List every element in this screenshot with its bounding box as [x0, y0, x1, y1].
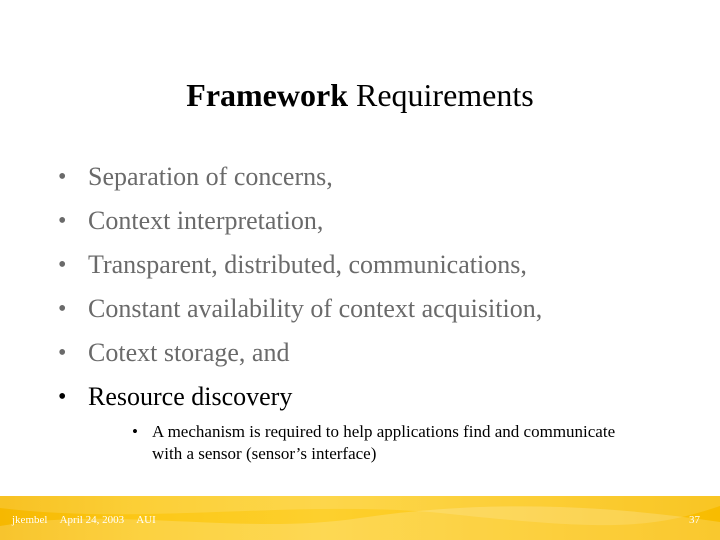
bullet-dot-icon: •	[58, 208, 67, 234]
bullet-text: Resource discovery	[88, 382, 293, 411]
footer-author: jkembel	[12, 514, 48, 526]
sub-bullet-text: A mechanism is required to help applications find and communicate with a sensor (sensor’s interface)	[152, 422, 616, 463]
bullet-dot-icon: •	[58, 296, 67, 322]
sub-bullet-dot-icon: •	[132, 422, 138, 441]
sub-bullet	[132, 421, 622, 465]
slide-title	[0, 72, 720, 118]
bullet-item	[58, 287, 698, 331]
footer-org: AUI	[136, 514, 156, 526]
bullet-dot-icon: •	[58, 252, 67, 278]
bullet-item	[58, 331, 698, 375]
footer-bar	[0, 496, 720, 540]
bullet-dot-icon: •	[58, 384, 67, 410]
bullet-text: Separation of concerns,	[88, 162, 333, 191]
bullet-item-active	[58, 375, 698, 419]
bullet-text: Context interpretation,	[88, 206, 324, 235]
bullet-list	[58, 155, 698, 419]
bullet-text: Constant availability of context acquisition,	[88, 294, 543, 323]
title-rest-part: Requirements	[347, 77, 534, 113]
bullet-dot-icon: •	[58, 164, 67, 190]
bullet-item	[58, 155, 698, 199]
bullet-item	[58, 243, 698, 287]
bullet-text: Cotext storage, and	[88, 338, 290, 367]
bullet-dot-icon: •	[58, 340, 67, 366]
page-number: 37	[689, 514, 700, 526]
footer-date: April 24, 2003	[59, 514, 125, 526]
title-bold-part: Framework	[186, 77, 348, 113]
bullet-text: Transparent, distributed, communications,	[88, 250, 527, 279]
footer-info	[12, 514, 166, 526]
bullet-item	[58, 199, 698, 243]
